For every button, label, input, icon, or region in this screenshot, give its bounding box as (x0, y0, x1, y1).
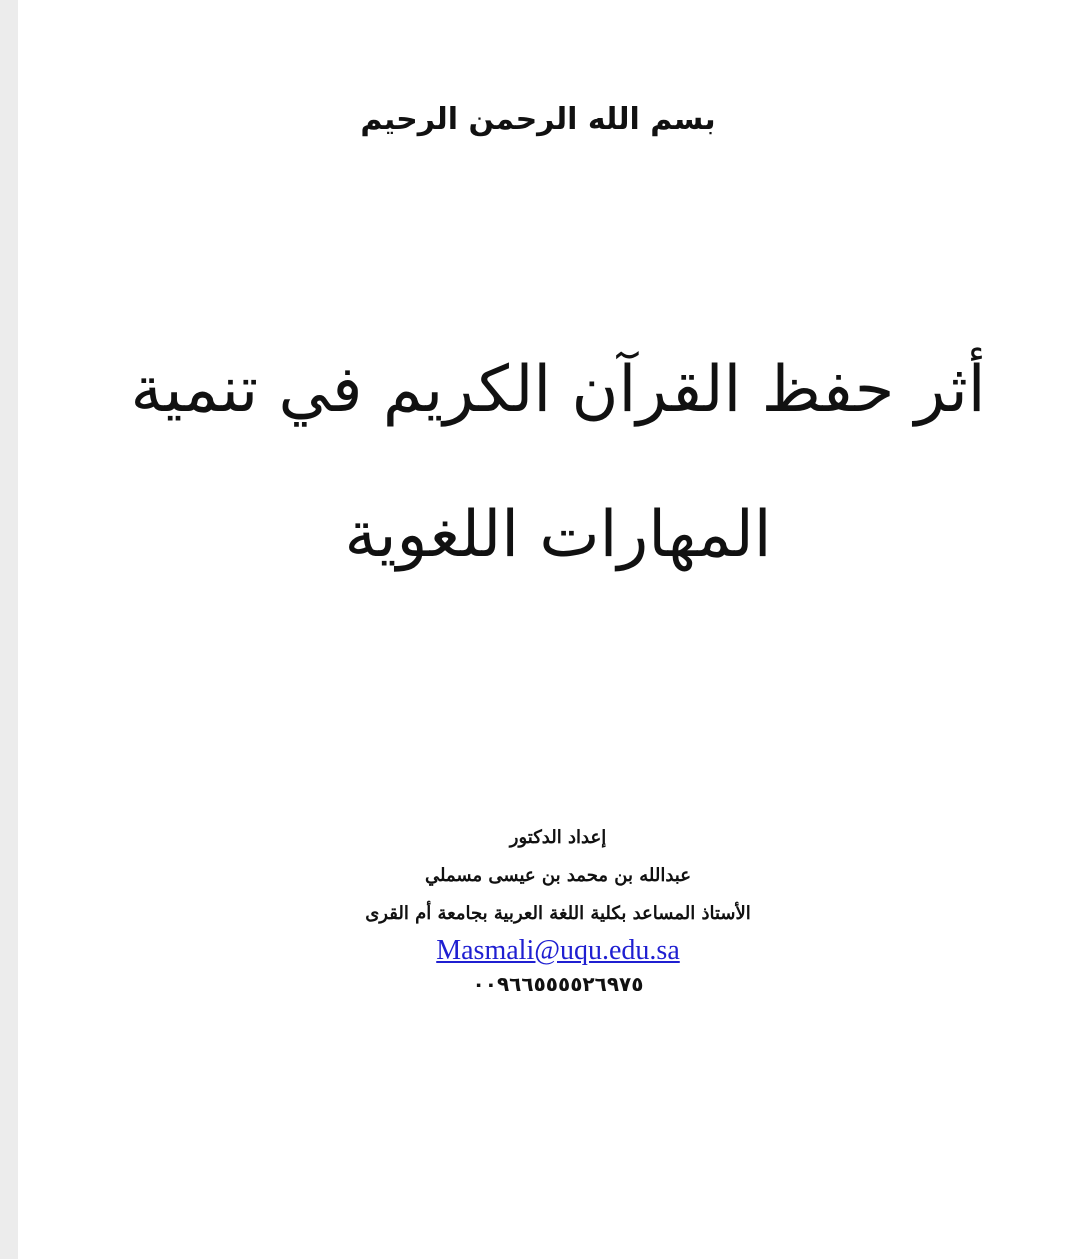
document-page (18, 0, 1080, 1259)
phone-number: ٠٠٩٦٦٥٥٥٥٢٦٩٧٥ (472, 972, 644, 996)
title-line-1: أثر حفظ القرآن الكريم في تنمية (130, 353, 986, 427)
author-name: عبدالله بن محمد بن عيسى مسملي (425, 865, 691, 886)
author-position: الأستاذ المساعد بكلية اللغة العربية بجامعة أم القرى (365, 903, 751, 924)
author-block (258, 826, 858, 998)
basmala: بسم الله الرحمن الرحيم (360, 102, 716, 137)
viewer-gutter (0, 0, 18, 1259)
title-line-2: المهارات اللغوية (344, 498, 772, 572)
email-link[interactable]: Masmali@uqu.edu.sa (436, 935, 680, 966)
prepared-by-label: إعداد الدكتور (509, 827, 607, 848)
